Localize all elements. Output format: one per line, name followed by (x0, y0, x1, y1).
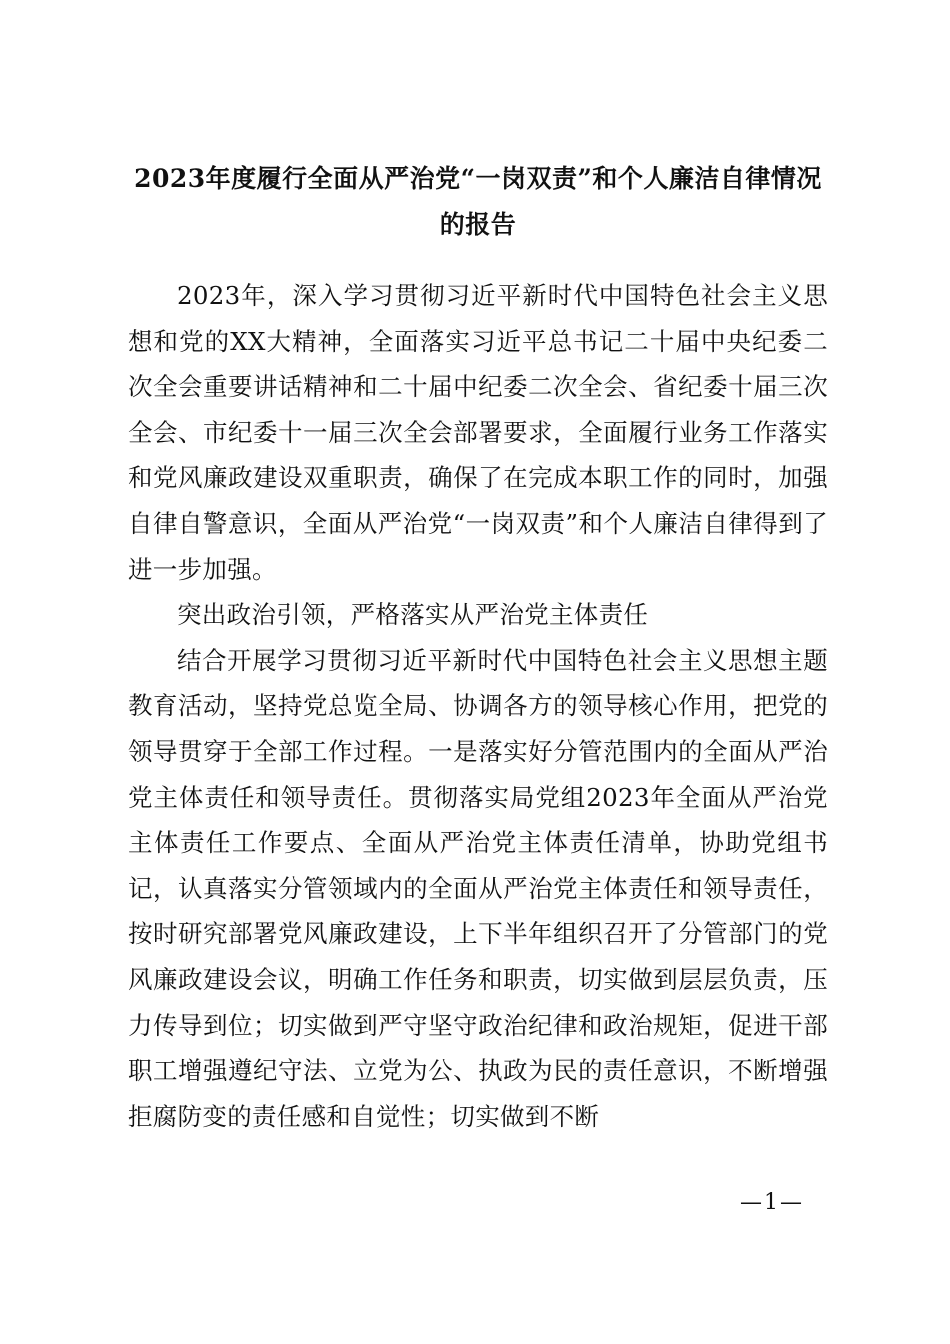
body-paragraph: 结合开展学习贯彻习近平新时代中国特色社会主义思想主题教育活动，坚持党总览全局、协调各方的领导核心作用，把党的领导贯穿于全部工作过程。一是落实好分管范围内的全面从严治党主体责任和领导责任。贯彻落实局党组2023年全面从严治党主体责任工作要点、全面从严治党主体责任清单，协助党组书记，认真落实分管领域内的全面从严治党主体责任和领导责任，按时研究部署党风廉政建设，上下半年组织召开了分管部门的党风廉政建设会议，明确工作任务和职责，切实做到层层负责，压力传导到位；切实做到严守坚守政治纪律和政治规矩，促进干部职工增强遵纪守法、立党为公、执政为民的责任意识，不断增强拒腐防变的责任感和自觉性；切实做到不断 (128, 645, 828, 1131)
section-heading: 突出政治引领，严格落实从严治党主体责任 (177, 600, 649, 630)
page-number: —1— (740, 1190, 804, 1215)
document-body (128, 273, 828, 1139)
intro-paragraph: 2023年，深入学习贯彻习近平新时代中国特色社会主义思想和党的XX大精神，全面落实习近平总书记二十届中央纪委二次全会重要讲话精神和二十届中纪委二次全会、省纪委十届三次全会、市纪委十一届三次全会部署要求，全面履行业务工作落实和党风廉政建设双重职责，确保了在完成本职工作的同时，加强自律自警意识，全面从严治党“一岗双责”和个人廉洁自律得到了进一步加强。 (128, 281, 828, 584)
document-title: 2023年度履行全面从严治党“一岗双责”和个人廉洁自律情况的报告 (134, 164, 822, 239)
